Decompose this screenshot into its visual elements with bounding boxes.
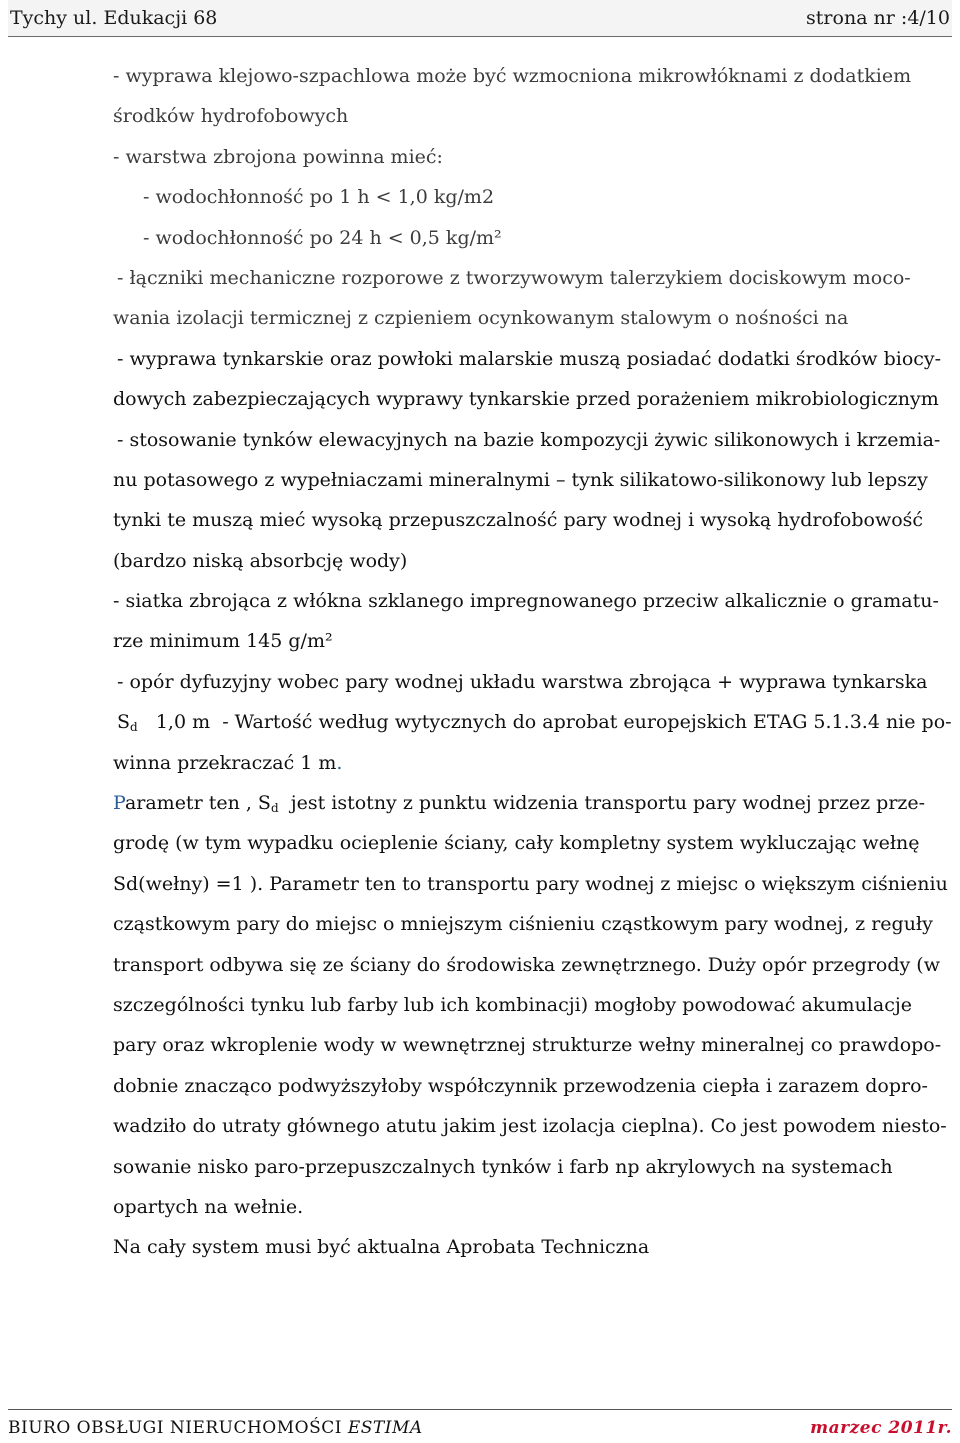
sd-subscript: d — [130, 720, 138, 735]
text-line: wania izolacji termicznej z czpieniem ocynkowanym stalowym o nośności na — [113, 307, 849, 330]
text-line: - wodochłonność po 24 h < 0,5 kg/m² — [143, 226, 502, 249]
sd-line — [113, 702, 953, 742]
text-line: - stosowanie tynków elewacyjnych na bazie kompozycji żywic silikonowych i krzemia- — [117, 428, 941, 451]
text-line: dobnie znacząco podwyższyłoby współczynnik przewodzenia ciepła i zarazem dopro- — [113, 1074, 928, 1097]
text-line: cząstkowym pary do miejsc o mniejszym ciśnieniu cząstkowym pary wodnej, z reguły — [113, 913, 933, 936]
text-line: opartych na wełnie. — [113, 1195, 304, 1218]
text-line: Sd(wełny) =1 ). Parametr ten to transportu pary wodnej z miejsc o większym ciśnieniu — [113, 872, 948, 895]
accent-dot: . — [336, 751, 343, 774]
text-line: - opór dyfuzyjny wobec pary wodnej układu warstwa zbrojąca + wyprawa tynkarska — [117, 670, 928, 693]
text-line: grodę (w tym wypadku ocieplenie ściany, cały kompletny system wykluczając wełnę — [113, 832, 920, 855]
text-line: pary oraz wkroplenie wody w wewnętrznej strukturze wełny mineralnej co prawdopo- — [113, 1034, 942, 1057]
page-footer — [8, 1409, 952, 1438]
parametr-line: Parametr ten , $S_d$ jest istotny z punktu widzenia transportu pary wodnej przez prze- — [113, 792, 926, 816]
text-line: nu potasowego z wypełniaczami mineralnymi – tynk silikatowo-silikonowy lub lepszy — [113, 468, 928, 491]
footer-company-brand: ESTIMA — [347, 1418, 423, 1438]
text-line: sowanie nisko paro-przepuszczalnych tynków i farb np akrylowych na systemach — [113, 1155, 893, 1178]
text-line: dowych zabezpieczających wyprawy tynkarskie przed porażeniem mikrobiologicznym — [113, 388, 939, 411]
header-page-number: strona nr :4/10 — [806, 7, 950, 29]
text-line: szczególności tynku lub farby lub ich kombinacji) mogłoby powodować akumulacje — [113, 993, 912, 1016]
sd-subscript: d — [270, 801, 279, 816]
text-line: - wodochłonność po 1 h < 1,0 kg/m2 — [143, 186, 495, 209]
text-line: rze minimum 145 g/m² — [113, 630, 333, 653]
text-line: tynki te muszą mieć wysoką przepuszczalność pary wodnej i wysoką hydrofobowość — [113, 509, 924, 532]
text-line: (bardzo niską absorbcję wody) — [113, 549, 408, 572]
page-header — [8, 0, 952, 37]
document-body — [113, 56, 953, 1268]
text-line: transport odbywa się ze ściany do środowiska zewnętrznego. Duży opór przegrody (w — [113, 953, 940, 976]
text-line: wadziło do utraty głównego atutu jakim jest izolacja cieplna). Co jest powodem niesto- — [113, 1115, 947, 1138]
accent-letter: P — [113, 792, 125, 815]
footer-date: marzec 2011r. — [810, 1418, 952, 1438]
header-address: Tychy ul. Edukacji 68 — [10, 7, 218, 29]
text-line: - warstwa zbrojona powinna mieć: — [113, 145, 443, 168]
text-line: Na cały system musi być aktualna Aprobata Techniczna — [113, 1236, 650, 1259]
footer-company: BIURO OBSŁUGI NIERUCHOMOŚCI ESTIMA — [8, 1418, 423, 1438]
sd-text: 1,0 m - Wartość według wytycznych do aprobat europejskich ETAG 5.1.3.4 nie po- — [137, 711, 952, 734]
text-line: - wyprawa klejowo-szpachlowa może być wzmocniona mikrowłóknami z dodatkiem — [113, 65, 912, 87]
text-line: winna przekraczać 1 m. — [113, 751, 343, 774]
text-line: - siatka zbrojąca z włókna szklanego impregnowanego przeciw alkalicznie o gramatu- — [113, 590, 939, 613]
text-line: środków hydrofobowych — [113, 105, 349, 128]
text-line: - wyprawa tynkarskie oraz powłoki malarskie muszą posiadać dodatki środków biocy- — [117, 347, 942, 370]
text-line: - łączniki mechaniczne rozporowe z tworzywowym talerzykiem dociskowym moco- — [117, 266, 911, 289]
sd-symbol: S — [117, 711, 131, 734]
